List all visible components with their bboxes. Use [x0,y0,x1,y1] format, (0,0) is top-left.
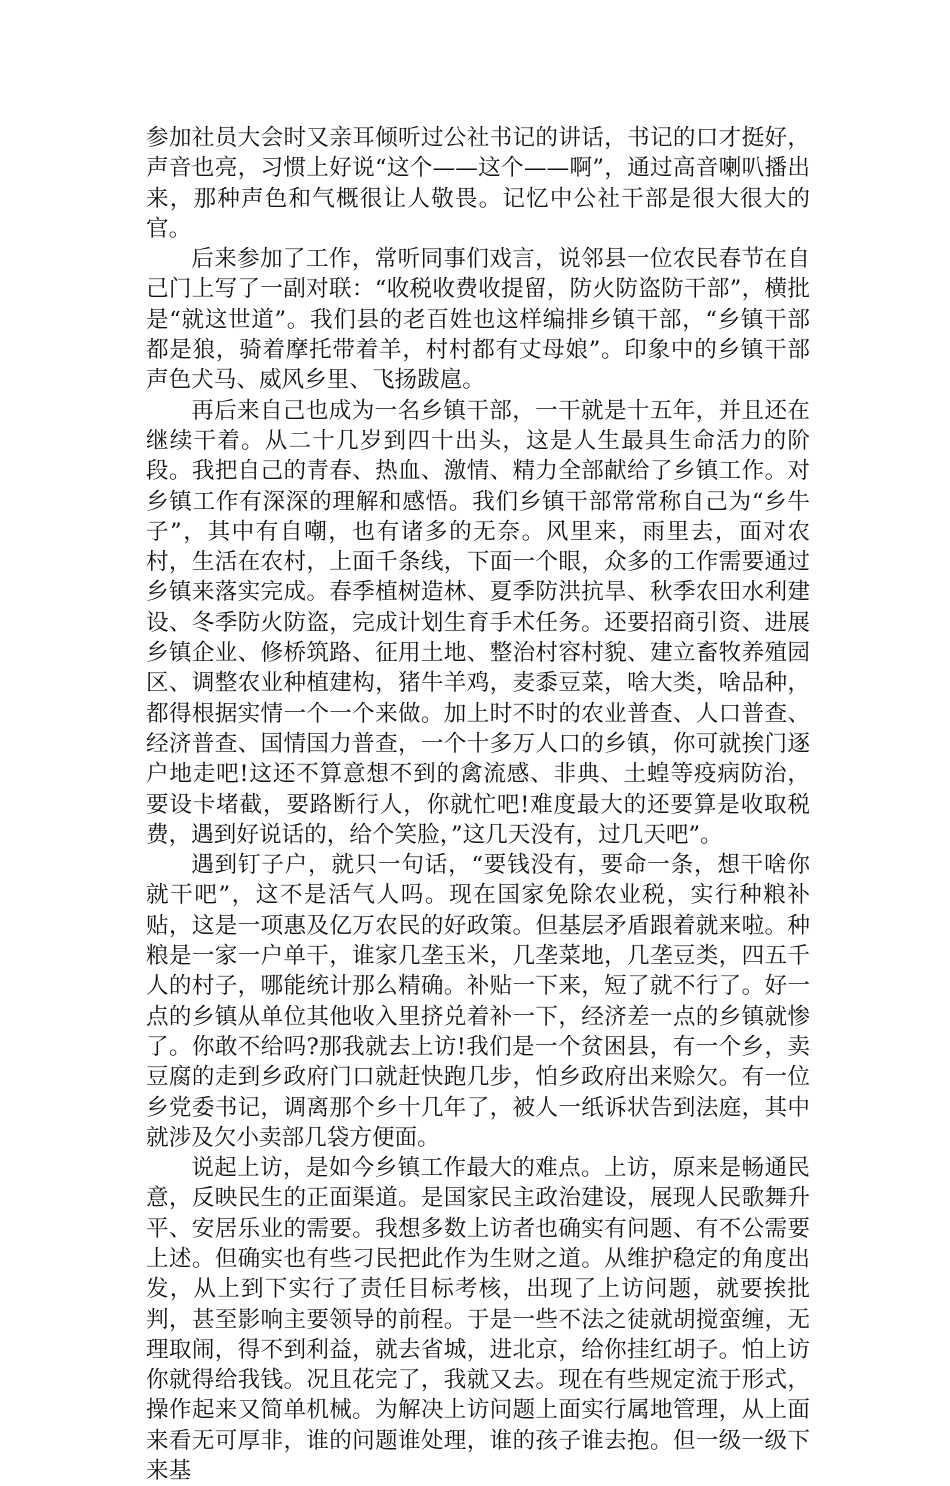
document-body [146,123,810,1486]
paragraph-2: 后来参加了工作，常听同事们戏言，说邻县一位农民春节在自己门上写了一副对联：“收税收费收提留，防火防盗防干部”，横批是“就这世道”。我们县的老百姓也这样编排乡镇干部，“乡镇干部都是狼，骑着摩托带着羊，村村都有丈母娘”。印象中的乡镇干部声色犬马、威风乡里、飞扬跋扈。 [146,246,810,394]
paragraph-5: 说起上访，是如今乡镇工作最大的难点。上访，原来是畅通民意，反映民生的正面渠道。是国家民主政治建设，展现人民歌舞升平、安居乐业的需要。我想多数上访者也确实有问题、有不公需要上述。但确实也有些刁民把此作为生财之道。从维护稳定的角度出发，从上到下实行了责任目标考核，出现了上访问题，就要挨批判，甚至影响主要领导的前程。于是一些不法之徒就胡搅蛮缠，无理取闹，得不到利益，就去省城，进北京，给你挂红胡子。怕上访你就得给我钱。况且花完了，我就又去。现在有些规定流于形式，操作起来又简单机械。为解决上访问题上面实行属地管理，从上面来看无可厚非，谁的问题谁处理，谁的孩子谁去抱。但一级一级下来基 [146,1155,810,1485]
paragraph-1: 参加社员大会时又亲耳倾听过公社书记的讲话，书记的口才挺好，声音也亮，习惯上好说“这个——这个——啊”，通过高音喇叭播出来，那种声色和气概很让人敬畏。记忆中公社干部是很大很大的官。 [146,125,810,242]
paragraph-3: 再后来自己也成为一名乡镇干部，一干就是十五年，并且还在继续干着。从二十几岁到四十出头，这是人生最具生命活力的阶段。我把自己的青春、热血、激情、精力全部献给了乡镇工作。对乡镇工作有深深的理解和感悟。我们乡镇干部常常称自己为“乡牛子”，其中有自嘲，也有诸多的无奈。风里来，雨里去，面对农村，生活在农村，上面千条线，下面一个眼，众多的工作需要通过乡镇来落实完成。春季植树造林、夏季防洪抗旱、秋季农田水利建设、冬季防火防盗，完成计划生育手术任务。还要招商引资、进展乡镇企业、修桥筑路、征用土地、整治村容村貌、建立畜牧养殖园区、调整农业种植建构，猪牛羊鸡，麦黍豆菜，啥大类，啥品种，都得根据实情一个一个来做。加上时不时的农业普查、人口普查、经济普查、国情国力普查，一个十多万人口的乡镇，你可就挨门逐户地走吧!这还不算意想不到的禽流感、非典、土蝗等疫病防治，要设卡堵截，要路断行人，你就忙吧!难度最大的还要算是收取税费，遇到好说话的，给个笑脸，”这几天没有，过几天吧”。 [146,397,810,848]
paragraph-4: 遇到钉子户，就只一句话，“要钱没有，要命一条，想干啥你就干吧”，这不是活气人吗。现在国家免除农业税，实行种粮补贴，这是一项惠及亿万农民的好政策。但基层矛盾跟着就来啦。种粮是一家一户单干，谁家几垄玉米，几垄菜地，几垄豆类，四五千人的村子，哪能统计那么精确。补贴一下来，短了就不行了。好一点的乡镇从单位其他收入里挤兑着补一下，经济差一点的乡镇就惨了。你敢不给吗?那我就去上访!我们是一个贫困县，有一个乡，卖豆腐的走到乡政府门口就赶快跑几步，怕乡政府出来赊欠。有一位乡党委书记，调离那个乡十几年了，被人一纸诉状告到法庭，其中就涉及欠小卖部几袋方便面。 [146,852,810,1151]
